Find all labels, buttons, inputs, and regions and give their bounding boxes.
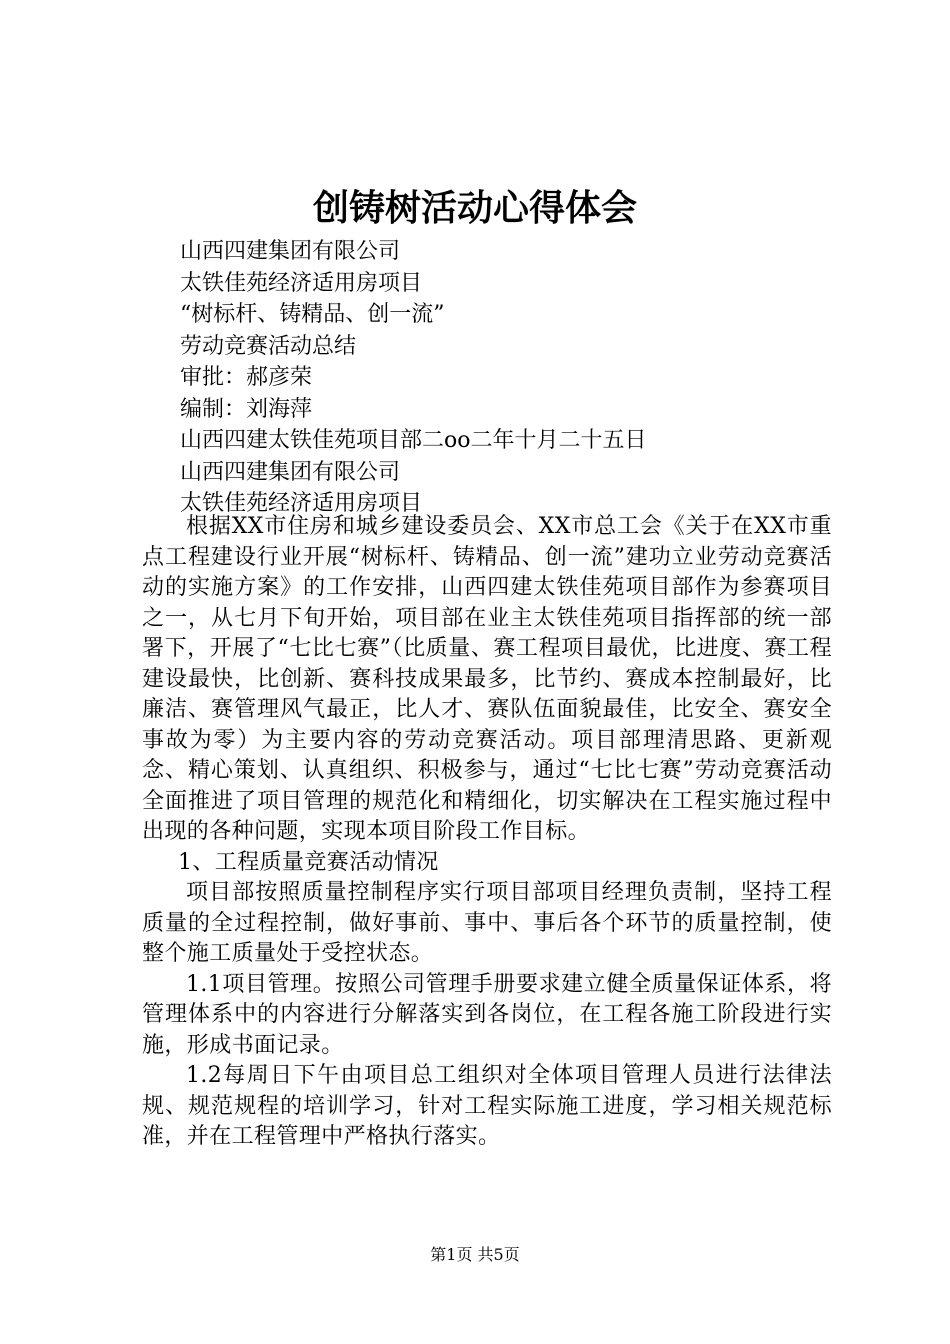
body-paragraph: 项目部按照质量控制程序实行项目部项目经理负责制，坚持工程质量的全过程控制，做好事前、事中、事后各个环节的质量控制，使整个施工质量处于受控状态。 [142, 880, 832, 966]
body-paragraph: 1.1项目管理。按照公司管理手册要求建立健全质量保证体系，将管理体系中的内容进行分解落实到各岗位，在工程各施工阶段进行实施，形成书面记录。 [142, 971, 832, 1058]
header-line: 劳动竞赛活动总结 [180, 333, 357, 359]
header-line: 审批：郝彦荣 [180, 365, 313, 390]
page-footer: 第1页 共5页 [430, 1245, 520, 1264]
header-line: 山西四建太铁佳苑项目部二oo二年十月二十五日 [180, 428, 647, 453]
body-paragraph: 1.2每周日下午由项目总工组织对全体项目管理人员进行法律法规、规范规程的培训学习，针对工程实际施工进度，学习相关规范标准，并在工程管理中严格执行落实。 [142, 1063, 832, 1149]
header-line: 太铁佳苑经济适用房项目 [180, 491, 423, 516]
section-heading: 1、工程质量竞赛活动情况 [178, 849, 439, 875]
header-line: 山西四建集团有限公司 [180, 239, 401, 264]
document-body [142, 512, 832, 1153]
document-title: 创铸树活动心得体会 [312, 187, 637, 229]
header-line: 山西四建集团有限公司 [180, 459, 401, 485]
header-line: 编制：刘海萍 [180, 396, 313, 422]
header-line: 太铁佳苑经济适用房项目 [180, 270, 423, 296]
body-paragraph: 根据XX市住房和城乡建设委员会、XX市总工会《关于在XX市重点工程建设行业开展“树标杆、铸精品、创一流”建功立业劳动竞赛活动的实施方案》的工作安排，山西四建太铁佳苑项目部作为参赛项目之一，从七月下旬开始，项目部在业主太铁佳苑项目指挥部的统一部署下，开展了“七比七赛”（比质量、赛工程项目最优，比进度、赛工程建设最快，比创新、赛科技成果最多，比节约、赛成本控制最好，比廉洁、赛管理风气最正，比人才、赛队伍面貌最佳，比安全、赛安全事故为零）为主要内容的劳动竞赛活动。项目部理清思路、更新观念、精心策划、认真组织、积极参与，通过“七比七赛”劳动竞赛活动全面推进了项目管理的规范化和精细化，切实解决在工程实施过程中出现的各种问题，实现本项目阶段工作目标。 [142, 514, 832, 844]
header-lines [180, 236, 860, 520]
header-line: “树标杆、铸精品、创一流” [180, 302, 445, 327]
